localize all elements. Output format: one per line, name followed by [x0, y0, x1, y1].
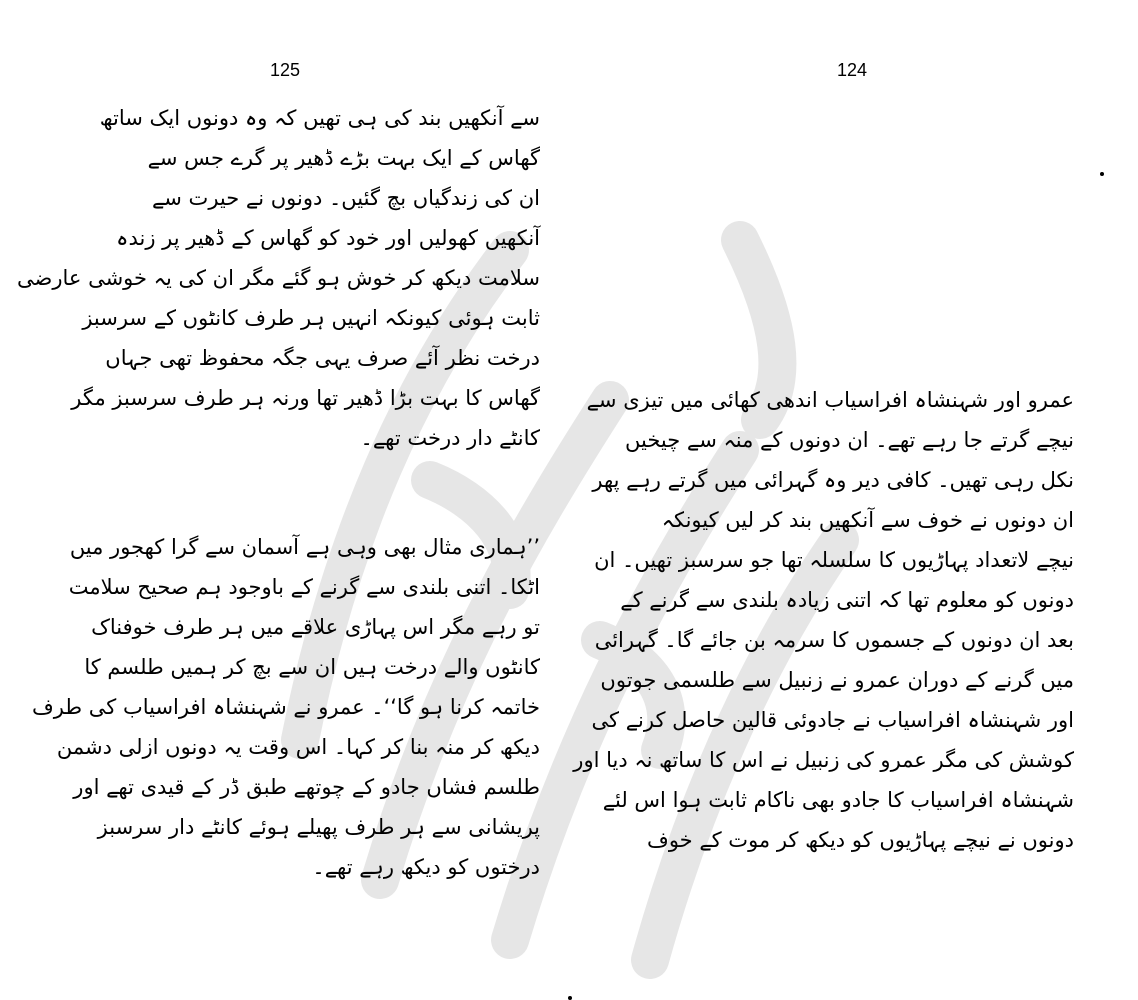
text-line: دیکھ کر منہ بنا کر کہا۔ اس وقت یہ دونوں ازلی دشمن	[56, 735, 540, 759]
text-line: درختوں کو دیکھ رہے تھے۔	[312, 855, 540, 879]
text-line: ان کی زندگیاں بچ گئیں۔ دونوں نے حیرت سے	[151, 186, 540, 210]
left-paragraph-2	[32, 527, 540, 887]
text-line: نیچے لاتعداد پہاڑیوں کا سلسلہ تھا جو سرسبز تھیں۔ ان	[594, 548, 1074, 572]
text-line: گھاس کے ایک بہت بڑے ڈھیر پر گرے جس سے	[147, 146, 540, 170]
page-number-left: 125	[270, 60, 301, 80]
text-line: گھاس کا بہت بڑا ڈھیر تھا ورنہ ہر طرف سرسبز مگر	[71, 386, 540, 410]
text-line: طلسم فشاں جادو کے چوتھے طبق ڈر کے قیدی تھے اور	[73, 775, 540, 799]
text-line: پریشانی سے ہر طرف پھیلے ہوئے کانٹے دار سرسبز	[97, 815, 540, 839]
text-line: اور شہنشاہ افراسیاب نے جادوئی قالین حاصل کرنے کی	[591, 708, 1074, 732]
text-line: ثابت ہوئی کیونکہ انہیں ہر طرف کانٹوں کے سرسبز	[82, 306, 540, 330]
text-line: دونوں نے نیچے پہاڑیوں کو دیکھ کر موت کے خوف	[647, 828, 1074, 852]
text-line: کانٹوں والے درخت ہیں ان سے بچ کر ہمیں طلسم کا	[84, 655, 540, 679]
right-paragraph-1	[573, 380, 1074, 860]
text-line: نیچے گرتے جا رہے تھے۔ ان دونوں کے منہ سے چیخیں	[625, 428, 1074, 452]
text-line: دونوں کو معلوم تھا کہ اتنی زیادہ بلندی سے گرنے کے	[620, 588, 1074, 612]
text-line: میں گرنے کے دوران عمرو نے زنبیل سے طلسمی جوتوں	[600, 668, 1074, 692]
text-line: شہنشاہ افراسیاب کا جادو بھی ناکام ثابت ہوا اس لئے	[602, 788, 1074, 812]
text-line: کوشش کی مگر عمرو کی زنبیل نے اس کا ساتھ نہ دیا اور	[573, 748, 1074, 772]
text-line: تو رہے مگر اس پہاڑی علاقے میں ہر طرف خوفناک	[91, 615, 540, 639]
text-line: ’’ہماری مثال بھی وہی ہے آسمان سے گرا کھجور میں	[69, 535, 540, 559]
text-line: بعد ان دونوں کے جسموں کا سرمہ بن جائے گا۔ گہرائی	[594, 628, 1074, 652]
right-page	[569, 0, 1138, 1000]
text-line: نکل رہی تھیں۔ کافی دیر وہ گہرائی میں گرتے رہے پھر	[592, 468, 1074, 492]
text-line: سے آنکھیں بند کی ہی تھیں کہ وہ دونوں ایک ساتھ	[99, 106, 540, 130]
scan-speck	[1100, 172, 1104, 176]
text-line: درخت نظر آئے صرف یہی جگہ محفوظ تھی جہاں	[105, 346, 540, 370]
scan-speck	[568, 996, 572, 1000]
text-line: آنکھیں کھولیں اور خود کو گھاس کے ڈھیر پر زندہ	[116, 226, 540, 250]
page-number-right: 124	[837, 60, 868, 80]
text-line: کانٹے دار درخت تھے۔	[360, 426, 540, 450]
text-line: ان دونوں نے خوف سے آنکھیں بند کر لیں کیونکہ	[661, 508, 1074, 532]
text-line: اٹکا۔ اتنی بلندی سے گرنے کے باوجود ہم صحیح سلامت	[68, 575, 540, 599]
text-line: خاتمہ کرنا ہو گا‘‘۔ عمرو نے شہنشاہ افراسیاب کی طرف	[32, 695, 540, 719]
left-paragraph-1	[16, 98, 540, 458]
text-line: عمرو اور شہنشاہ افراسیاب اندھی کھائی میں تیزی سے	[586, 388, 1074, 412]
text-line: سلامت دیکھ کر خوش ہو گئے مگر ان کی یہ خوشی عارضی	[16, 266, 540, 290]
